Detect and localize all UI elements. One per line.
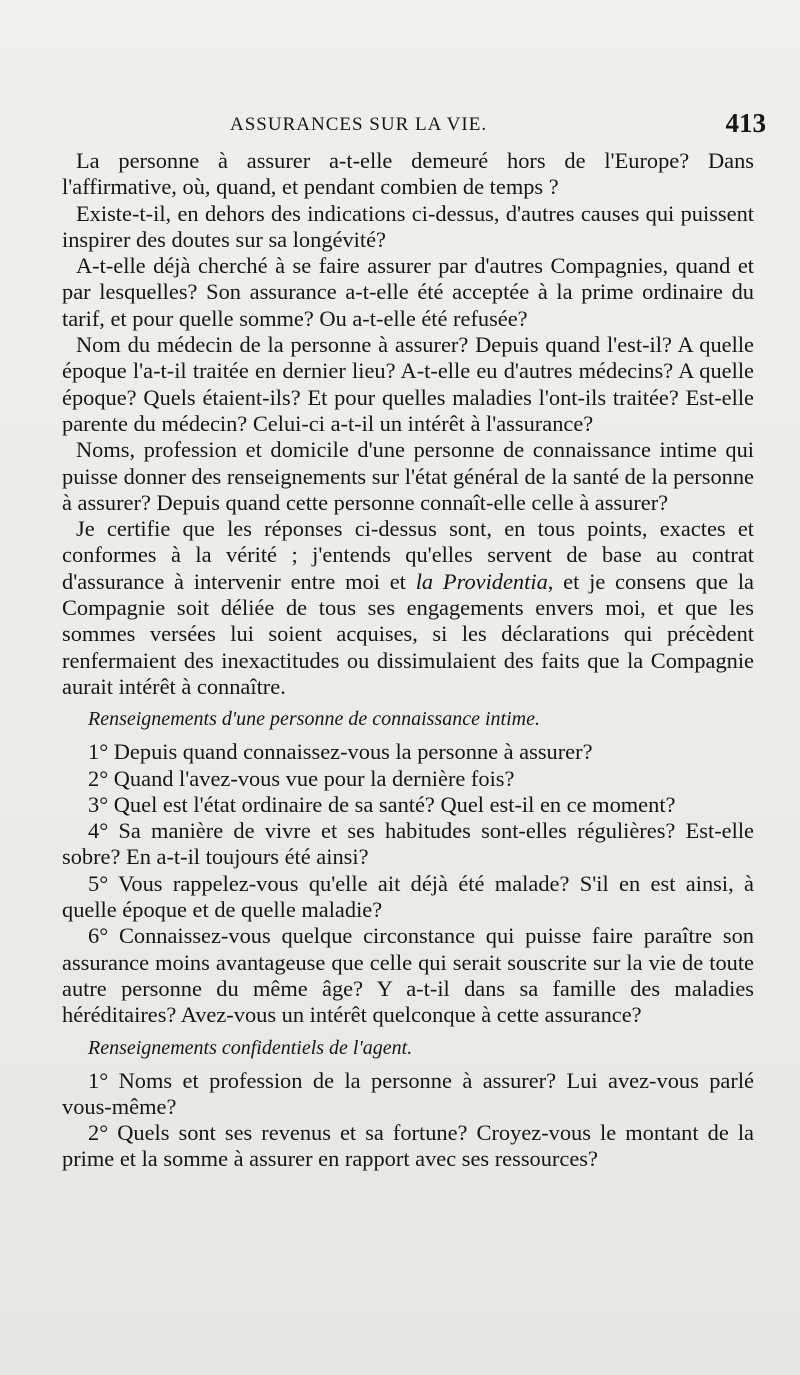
question-item <box>62 792 754 818</box>
question-text: Quand l'avez-vous vue pour la dernière fois? <box>113 765 515 791</box>
question-text: Quel est l'état ordinaire de sa santé? Quel est-il en ce moment? <box>113 791 676 817</box>
question-item <box>62 923 754 1028</box>
question-text: Quels sont ses revenus et sa fortune? Croyez-vous le montant de la prime et la somme à assurer en rapport avec ses ressources? <box>62 1120 754 1172</box>
company-name: la Providentia <box>415 568 548 594</box>
paragraph-reference-person: Noms, profession et domicile d'une personne de connaissance intime qui puisse donner des renseignements sur l'état général de la santé de la personne à assurer? Depuis quand cette personne connaît-elle celle à assurer? <box>62 437 754 515</box>
section-title-agent: Renseignements confidentiels de l'agent. <box>88 1036 413 1059</box>
question-text: Sa manière de vivre et ses habitudes sont-elles régulières? Est-elle sobre? En a-t-il toujours été ainsi? <box>62 818 754 870</box>
certification-text-1: Je certifie que les réponses ci-dessus sont, en tous points, exactes et conformes à la vérité ; j'entends qu'elles servent de base au contrat d'assurance à intervenir entre moi et <box>62 516 754 594</box>
paragraph-europe: La personne à assurer a-t-elle demeuré hors de l'Europe? Dans l'affirmative, où, quand, et pendant combien de temps ? <box>62 148 754 200</box>
question-number: 4° <box>88 818 109 844</box>
question-number: 1° <box>88 1067 109 1093</box>
question-number: 2° <box>88 765 109 791</box>
page-header <box>62 104 766 144</box>
paragraph-physician: Nom du médecin de la personne à assurer? Depuis quand l'est-il? A quelle époque l'a-t-il traitée en dernier lieu? A-t-elle eu d'autres médecins? A quelle époque? Quels étaient-ils? Et pour quelles maladies l'ont-ils traitée? Est-elle parente du médecin? Celui-ci a-t-il un intérêt à l'assurance? <box>62 332 754 436</box>
question-item <box>62 871 754 924</box>
certification-paragraph <box>62 516 754 700</box>
question-text: Vous rappelez-vous qu'elle ait déjà été malade? S'il en est ainsi, à quelle époque et de quelle maladie? <box>62 870 754 923</box>
page-body <box>62 148 754 1173</box>
question-number: 6° <box>88 923 109 949</box>
question-text: Depuis quand connaissez-vous la personne à assurer? <box>113 739 593 765</box>
certification-text-2: , et je consens que la Compagnie soit déliée de tous ses engagements envers moi, et que les sommes versées lui soient acquises, si les déclarations qui précèdent renfermaient des inexactitudes ou dissimulaient des faits que la Compagnie aurait intérêt à connaître. <box>62 568 754 699</box>
question-item <box>62 1120 754 1173</box>
question-item <box>62 739 754 765</box>
page-number: 413 <box>725 108 766 138</box>
question-number: 2° <box>88 1120 109 1146</box>
question-item <box>62 766 754 792</box>
question-item <box>62 818 754 871</box>
running-head: ASSURANCES SUR LA VIE. <box>230 114 488 135</box>
intimate-questions <box>62 739 754 1028</box>
question-number: 1° <box>88 739 109 765</box>
question-number: 3° <box>88 791 109 817</box>
paragraph-longevity: Existe-t-il, en dehors des indications ci-dessus, d'autres causes qui puissent inspirer des doutes sur sa longévité? <box>62 200 754 252</box>
paragraph-other-companies: A-t-elle déjà cherché à se faire assurer par d'autres Compagnies, quand et par lesquelles? Son assurance a-t-elle été acceptée à la prime ordinaire du tarif, et pour quelle somme? Ou a-t-elle été refusée? <box>62 253 754 331</box>
question-number: 5° <box>88 870 109 896</box>
question-text: Noms et profession de la personne à assurer? Lui avez-vous parlé vous-même? <box>62 1067 754 1119</box>
question-text: Connaissez-vous quelque circonstance qui puisse faire paraître son assurance moins avantageuse que celle qui serait souscrite sur la vie de toute autre personne du même âge? Y a-t-il dans sa famille des maladies héréditaires? Avez-vous un intérêt quelconque à cette assurance? <box>62 923 754 1028</box>
question-item <box>62 1068 754 1121</box>
section-title-intimate: Renseignements d'une personne de connaissance intime. <box>88 708 540 731</box>
agent-questions <box>62 1068 754 1173</box>
